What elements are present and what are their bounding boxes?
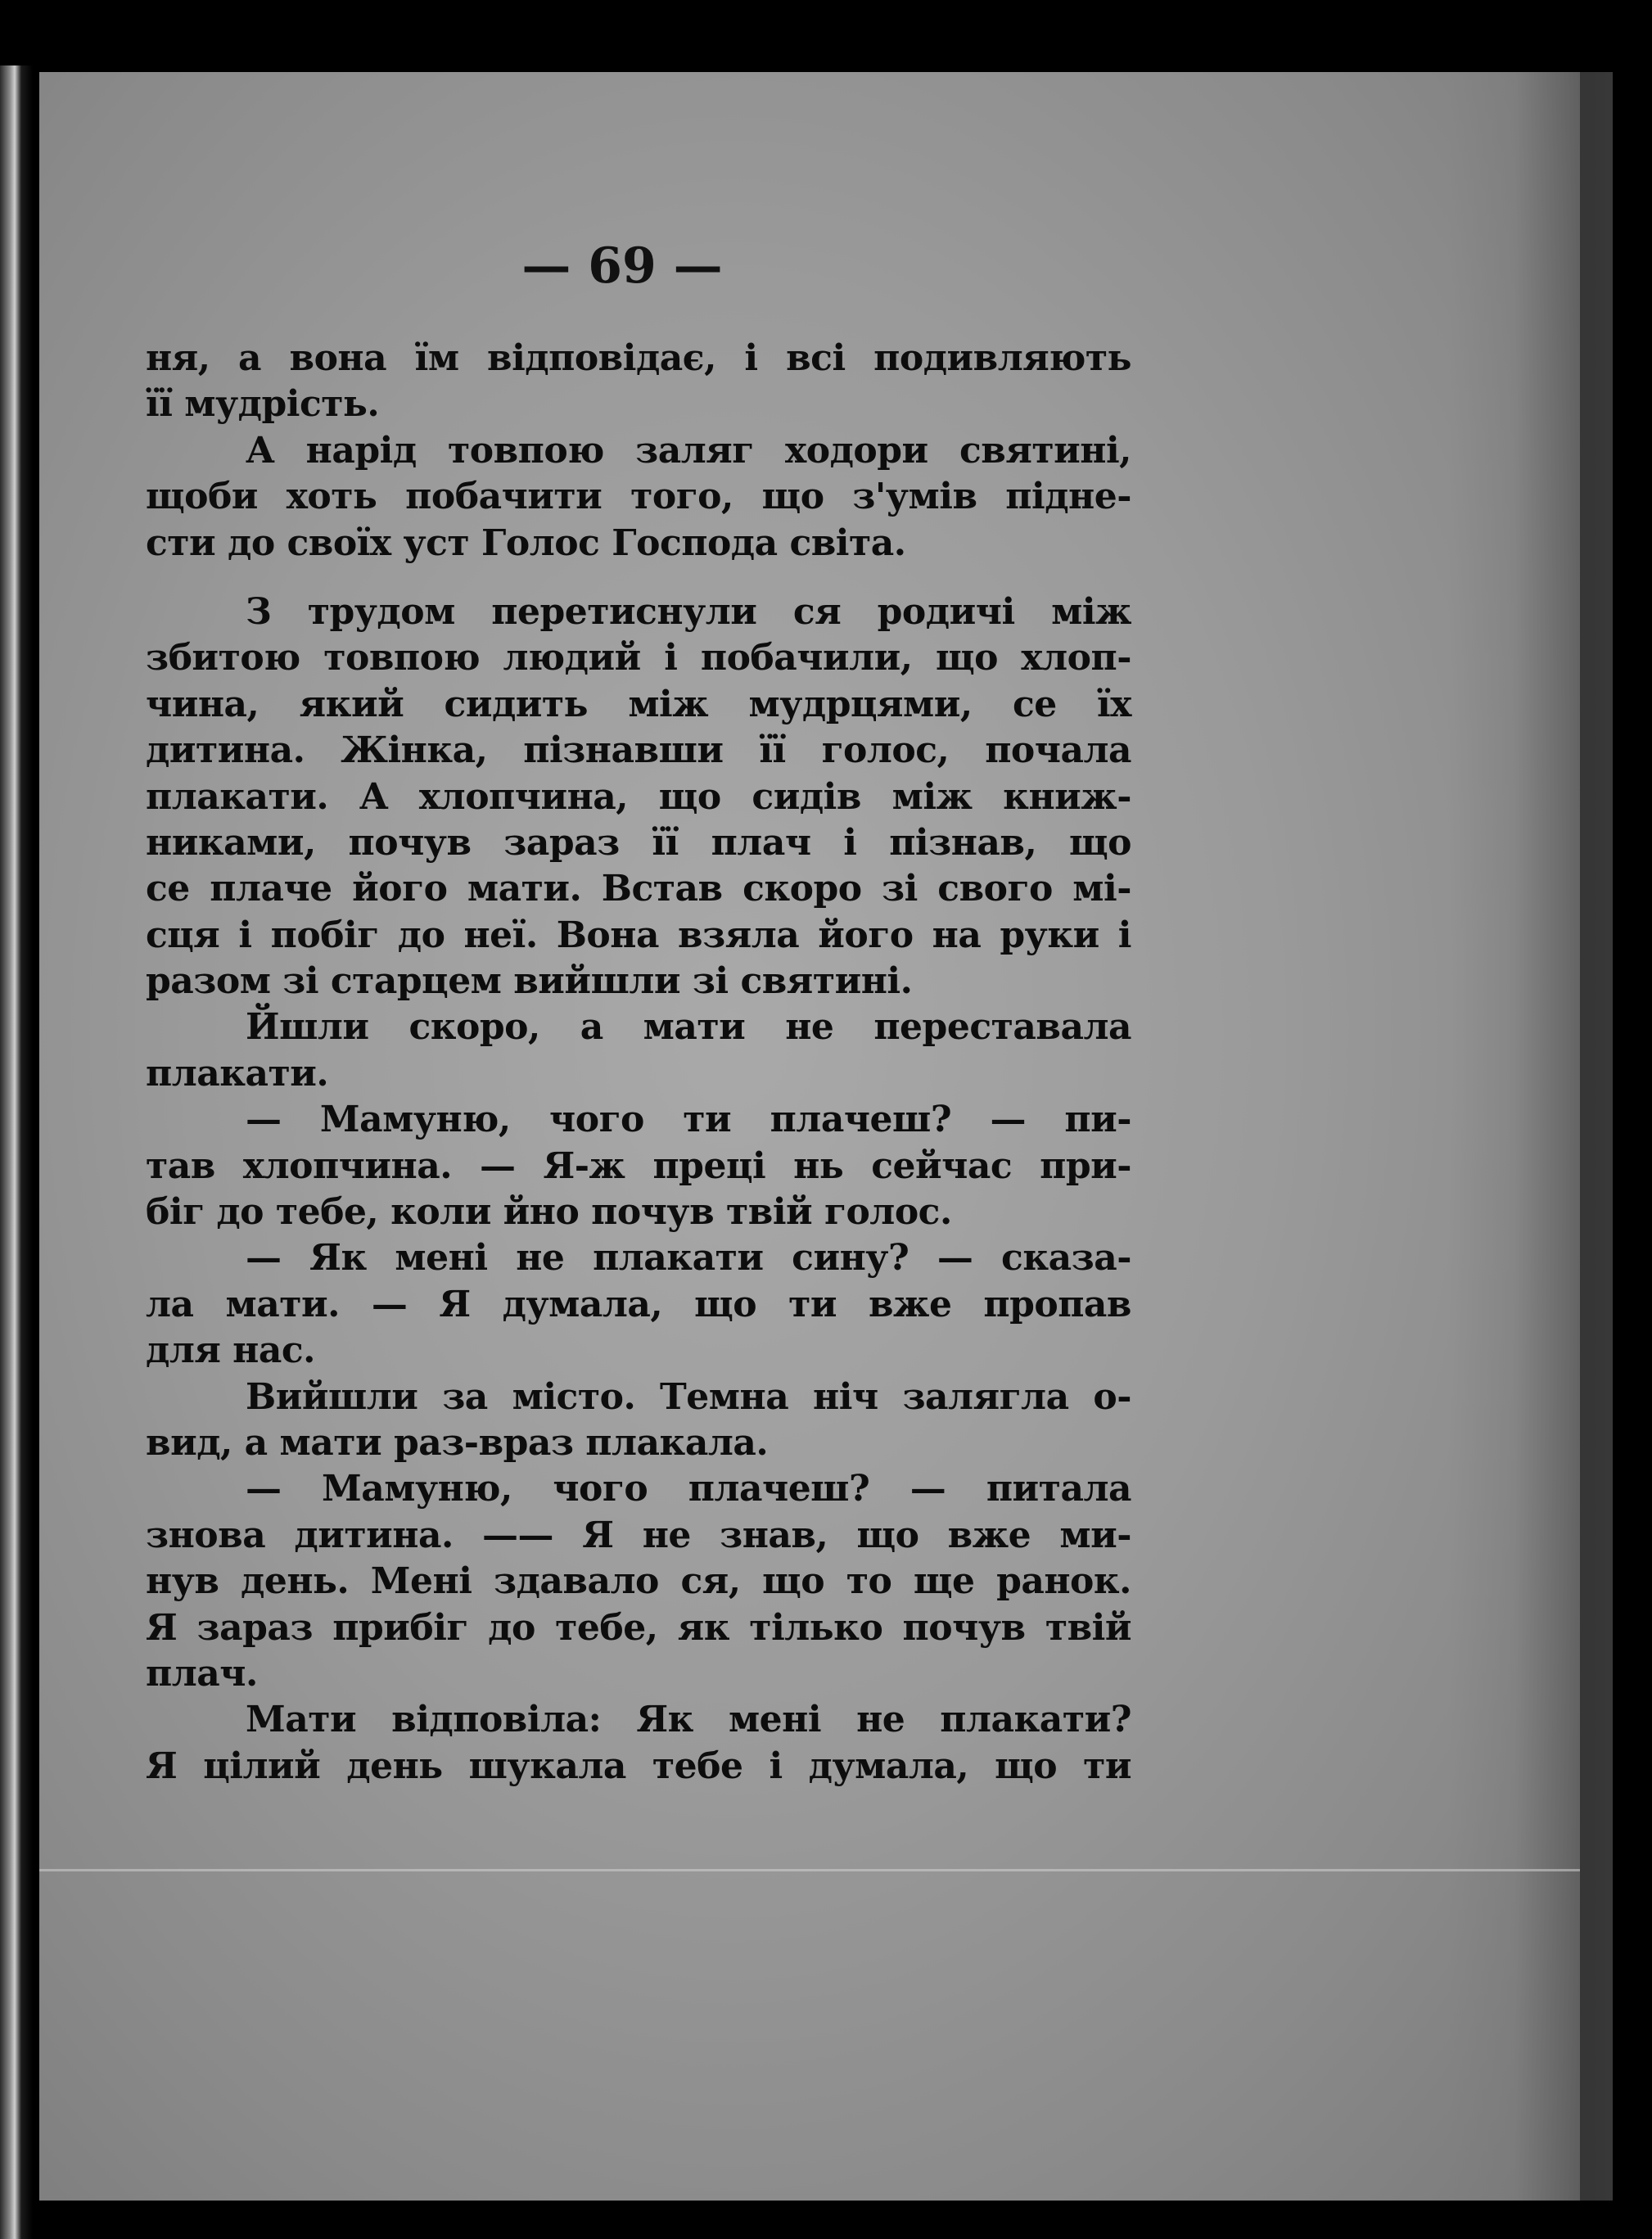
text-line: — Мамуню, чого плачеш? — питала [246,1468,1131,1510]
text-line: плакати. А хлопчина, що сидів між книж- [146,775,1131,818]
text-line: знова дитина. —— Я не знав, що вже ми- [146,1514,1131,1556]
text-line: вид, а мати раз-враз плакала. [146,1421,769,1464]
text-line: тав хлопчина. — Я-ж преці нь сейчас при- [146,1144,1131,1187]
text-line: сти до своїх уст Голос Господа світа. [146,521,906,564]
text-line: дитина. Жінка, пізнавши її голос, почала [146,729,1131,772]
text-line: ня, а вона їм відповідає, і всі подивляють [146,337,1131,379]
text-line: А нарід товпою заляг ходори святині, [246,429,1131,472]
text-line: Вийшли за місто. Темна ніч залягла о- [246,1375,1131,1418]
text-line: чина, який сидить між мудрцями, се їх [146,683,1131,725]
paragraph-gap [146,567,1131,589]
text-line: Я зараз прибіг до тебе, як тілько почув твій [146,1606,1131,1649]
text-line: плач. [146,1652,258,1695]
page-number: — 69 — [521,237,723,295]
text-line: плакати. [146,1052,329,1095]
text-line: З трудом перетиснули ся родичі між [246,590,1131,633]
text-line: для нас. [146,1329,315,1372]
text-line: біг до тебе, коли йно почув твій голос. [146,1191,952,1234]
page-crease [39,1869,1580,1871]
text-line: нув день. Мені здавало ся, що то ще ранок. [146,1560,1131,1603]
text-line: її мудрість. [146,383,380,426]
text-line: се плаче його мати. Встав скоро зі свого мі- [146,868,1131,910]
text-line: Йшли скоро, а мати не переставала [246,1006,1131,1049]
text-line: разом зі старцем вийшли зі святині. [146,960,913,1003]
text-line: збитою товпою людий і побачили, що хлоп- [146,637,1131,679]
text-line: — Мамуню, чого ти плачеш? — пи- [246,1099,1131,1141]
page-shadow [1449,72,1613,2201]
text-line: щоби хоть побачити того, що з'умів підне- [146,476,1131,518]
text-line: ла мати. — Я думала, що ти вже пропав [146,1283,1131,1325]
text-line: Мати відповіла: Як мені не плакати? [246,1699,1131,1741]
text-line: — Як мені не плакати сину? — сказа- [246,1237,1131,1280]
page-text [146,336,1131,1790]
text-line: никами, почув зараз її плач і пізнав, що [146,821,1131,864]
adjacent-page-edge [0,65,33,2239]
text-line: сця і побіг до неї. Вона взяла його на руки і [146,914,1131,956]
text-line: Я цілий день шукала тебе і думала, що ти [146,1745,1131,1787]
